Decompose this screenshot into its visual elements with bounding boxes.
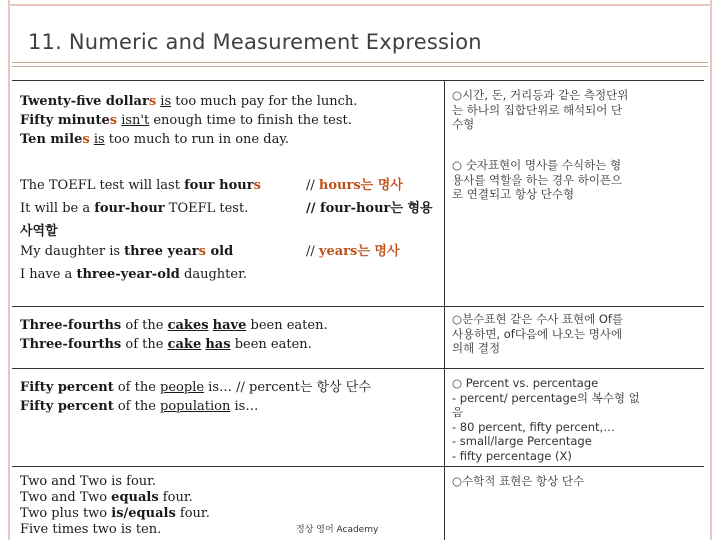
percent: Fifty percent (20, 399, 114, 414)
comment-text: hours는 명사 (318, 178, 403, 193)
plural-s: s (82, 132, 90, 147)
noun: cake (167, 337, 202, 352)
row2-line1 (20, 176, 403, 199)
phrase: Two and Two (20, 490, 112, 505)
content-table (12, 80, 704, 540)
noun: cakes (167, 318, 209, 333)
note-line: - fifty percentage (X) (452, 448, 572, 463)
plural-s: s (109, 113, 118, 128)
note-line: 음 (452, 405, 464, 419)
row5-note (452, 474, 584, 489)
note-line: 용사를 역할을 하는 경우 하이픈으 (452, 172, 623, 187)
note-line: ○ Percent vs. percentage (452, 376, 599, 390)
row2-comment2: // four-hour는 형용 (306, 201, 433, 216)
row5-line4: Five times two is ten. (20, 522, 162, 537)
verb: isn't (121, 113, 150, 128)
rest: daughter. (179, 267, 247, 282)
rest: is… (230, 399, 259, 414)
plural-s: s (148, 94, 157, 109)
row1-note (452, 88, 628, 132)
plural-s: s (198, 244, 206, 259)
row-divider (12, 466, 704, 467)
verb: have (212, 318, 247, 333)
row3-line1 (20, 316, 328, 335)
numeric: three year (124, 244, 199, 259)
fraction: Three-fourths (20, 318, 122, 333)
phrase: Fifty minute (20, 113, 110, 128)
note-line: - 80 percent, fifty percent,… (452, 419, 615, 434)
row2-line4 (20, 242, 400, 265)
rest: four. (158, 490, 193, 505)
row-divider (12, 306, 704, 307)
row2-line5 (20, 265, 261, 284)
note-line: 사용하면, of다음에 나오는 명사에 (452, 326, 623, 341)
column-divider (444, 80, 445, 540)
row1-line1 (20, 92, 357, 111)
phrase: Two plus two (20, 506, 112, 521)
phrase: It will be a (20, 201, 95, 216)
numeric: four hour (184, 178, 254, 193)
row-divider (12, 80, 704, 81)
row1-line3 (20, 130, 357, 149)
of: of the (113, 399, 161, 414)
fraction: Three-fourths (20, 337, 122, 352)
rest: too much to run in one day. (104, 132, 290, 147)
note-line: 는 하나의 집합단위로 해석되어 단 (452, 102, 623, 117)
rest: been eaten. (246, 318, 328, 333)
frame-top-border (8, 4, 712, 6)
title-rule (12, 62, 708, 63)
note-line: ○분수표현 같은 수사 표현에 Of를 (452, 312, 624, 326)
note-line: ○ 숫자표현이 명사를 수식하는 형 (452, 158, 622, 172)
row5-line1: Two and Two is four. (20, 474, 157, 489)
note-line: 의해 결정 (452, 341, 501, 355)
of: of the (121, 337, 168, 352)
numeric: four-hour (94, 201, 165, 216)
phrase: Ten mile (20, 132, 83, 147)
verb: is/equals (111, 506, 176, 521)
rest: too much pay for the lunch. (171, 94, 358, 109)
row-divider (12, 368, 704, 369)
phrase: My daughter is (20, 244, 125, 259)
of: of the (113, 380, 161, 395)
comment-prefix: // (306, 178, 319, 193)
rest: been eaten. (230, 337, 312, 352)
verb: is (93, 132, 105, 147)
note-line: - small/large Percentage (452, 434, 592, 448)
comment-text: years는 명사 (318, 244, 400, 259)
row4-examples (20, 378, 371, 416)
phrase: I have a (20, 267, 77, 282)
note-line: 수형 (452, 117, 475, 131)
rest: enough time to finish the test. (149, 113, 352, 128)
comment-prefix: // (306, 244, 319, 259)
slide-title: 11. Numeric and Measurement Expression (28, 30, 482, 54)
row5-examples (20, 474, 210, 538)
noun: population (160, 399, 231, 414)
phrase: The TOEFL test will last (20, 178, 185, 193)
note-line: ○수학적 표현은 항상 단수 (452, 474, 585, 488)
note-line: - percent/ percentage의 복수형 없 (452, 390, 640, 405)
note-line: ○시간, 돈, 거리등과 같은 측정단위 (452, 88, 629, 102)
row3-line2 (20, 335, 328, 354)
row2-note (452, 158, 622, 202)
plural-s: s (253, 178, 261, 193)
verb: has (205, 337, 231, 352)
row2-comment1 (306, 176, 403, 195)
row1-examples (20, 92, 357, 149)
note-line: 로 연결되고 항상 단수형 (452, 187, 575, 201)
row3-examples (20, 316, 328, 354)
rest: old (205, 244, 234, 259)
row2-line2 (20, 199, 433, 222)
of: of the (121, 318, 168, 333)
row4-line1 (20, 378, 371, 397)
noun: people (160, 380, 205, 395)
verb: equals (111, 490, 159, 505)
title-rule-2 (12, 66, 708, 67)
row2-line3: 사역할 (20, 224, 58, 239)
rest: four. (175, 506, 210, 521)
row5-line3 (20, 506, 210, 522)
frame-right-border (710, 0, 712, 540)
row2-comment4 (306, 242, 400, 261)
verb: is (160, 94, 172, 109)
row4-line2 (20, 397, 371, 416)
row5-line2 (20, 490, 210, 506)
percent: Fifty percent (20, 380, 114, 395)
footer-academy: 정상 영어 Academy (296, 525, 379, 535)
row1-line2 (20, 111, 357, 130)
numeric: three-year-old (76, 267, 180, 282)
rest: TOEFL test. (164, 201, 249, 216)
rest: is… // percent는 항상 단수 (204, 380, 371, 395)
row4-note (452, 376, 640, 463)
frame-left-border (8, 0, 10, 540)
phrase: Twenty-five dollar (20, 94, 149, 109)
row3-note (452, 312, 623, 356)
row2-examples (20, 176, 433, 284)
